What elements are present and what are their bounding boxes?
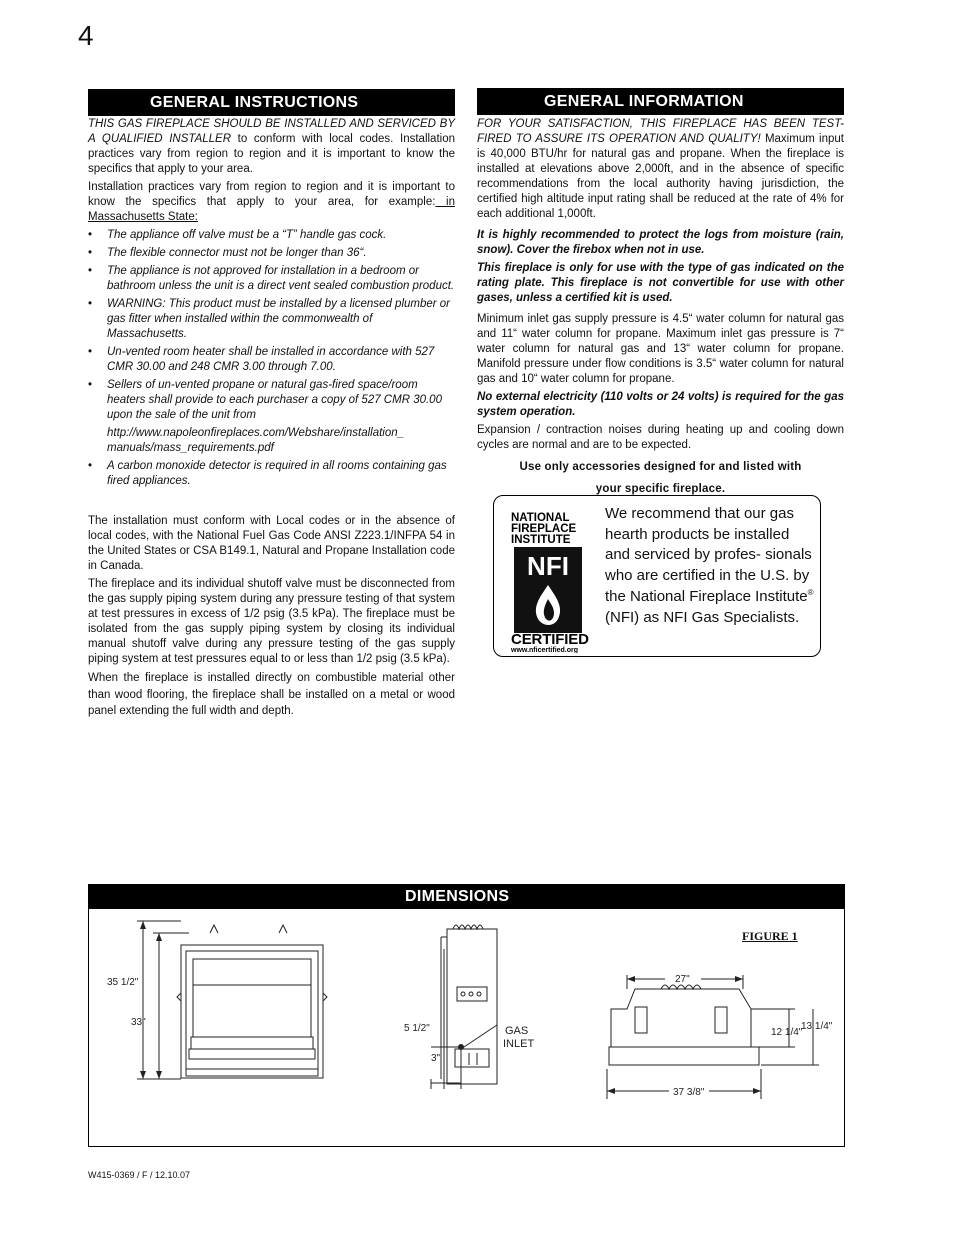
page-number: 4 <box>78 20 94 51</box>
accessories-notice <box>477 456 844 500</box>
massachusetts-requirements-list <box>88 228 455 489</box>
top-depth-outer: 13 1/4" <box>801 1021 833 1032</box>
intro-rest: Maximum input is 40,000 BTU/hr for natural gas and propane. When the fireplace is installed at elevations above 2,000ft, and in the absence of specific recommendations from the local authority having jurisdiction, the certified high altitude input rating shall be reduced at the rate of 4% for each additional 1,000ft. <box>477 133 844 220</box>
logo-certified: CERTIFIED <box>511 631 589 648</box>
general-information-header: GENERAL INFORMATION <box>477 88 844 115</box>
logo-line-3: INSTITUTE <box>511 534 571 546</box>
dimensions-header: DIMENSIONS <box>89 885 844 909</box>
massachusetts-underline: in Massachusetts State: <box>88 196 455 223</box>
accessories-line-2: your specific fireplace. <box>595 483 726 495</box>
nfi-recommendation-box <box>493 495 821 657</box>
information-intro <box>477 117 844 222</box>
side-view-drawing <box>431 925 497 1089</box>
top-depth-inner: 12 1/4" <box>771 1027 803 1038</box>
general-instructions-header: GENERAL INSTRUCTIONS <box>88 89 455 116</box>
front-height-total: 35 1/2" <box>107 977 139 988</box>
logo-badge-text: NFI <box>527 551 569 581</box>
front-height-inner: 33" <box>131 1017 146 1028</box>
gas-inlet-line-2: INLET <box>503 1038 535 1050</box>
front-view-drawing <box>137 921 327 1079</box>
general-information-column <box>477 117 844 500</box>
accessories-line-1: Use only accessories designed for and listed with <box>519 461 802 473</box>
region-text: Installation practices vary from region to region and it is important to know the specifics that apply to your area, for example: <box>88 181 455 208</box>
top-width-back: 27" <box>675 974 690 985</box>
figure-label: FIGURE 1 <box>742 929 798 943</box>
intro-italic: THIS GAS FIREPLACE SHOULD BE INSTALLED AND SERVICED BY A QUALIFIED INSTALLER <box>88 118 455 145</box>
list-item: • Sellers of un-vented propane or natural gas-fired space/room heaters shall provide to each purchaser a copy of 527 CMR 30.00 upon the sale of the unit from <box>88 378 455 423</box>
pressure-paragraph: Minimum inlet gas supply pressure is 4.5“ water column for natural gas and 11“ water column for propane. Maximum inlet gas pressure is 7“ water column for natural gas and 13“ water column for propane. Manifold pressure under flow conditions is 3.5“ water column for natural gas and 10“ water column for propane. <box>477 313 844 385</box>
list-item: • The appliance is not approved for installation in a bedroom or bathroom unless the unit is a direct vent sealed combustion product. <box>88 264 455 294</box>
list-item: • The appliance off valve must be a “T” handle gas cock. <box>88 228 455 243</box>
logo-line-2: FIREPLACE <box>511 523 577 535</box>
list-item: • WARNING: This product must be installed by a licensed plumber or gas fitter when installed within the commonwealth of Massachusetts. <box>88 297 455 342</box>
gas-type-warning: This fireplace is only for use with the type of gas indicated on the rating plate. This fireplace is not convertible for use with other gases, unless a certified kit is used. <box>477 262 844 304</box>
list-item: • Un-vented room heater shall be installed in accordance with 527 CMR 30.00 and 248 CMR 3.00 through 7.00. <box>88 345 455 375</box>
document-code-footer: W415-0369 / F / 12.10.07 <box>88 1170 191 1180</box>
noise-paragraph: Expansion / contraction noises during heating up and cooling down cycles are normal and are to be expected. <box>477 424 844 451</box>
logo-url: www.nficertified.org <box>511 647 579 653</box>
dimensions-drawing <box>89 909 843 1145</box>
intro-rest: to conform with local codes. Installation practices vary from region to region and it is important to know the specifics that apply to your area. <box>88 133 455 175</box>
nfi-text-after: (NFI) as NFI Gas Specialists. <box>605 608 800 626</box>
general-instructions-column <box>88 117 455 723</box>
top-width-front: 37 3/8" <box>673 1087 705 1098</box>
instructions-region-paragraph <box>88 180 455 225</box>
codes-paragraph: The installation must conform with Local codes or in the absence of local codes, with the National Fuel Gas Code ANSI Z223.1/INFPA 54 in the United States or CSA B149.1, Natural and Propane Installation code in Canada. <box>88 515 455 572</box>
list-item: • The flexible connector must not be longer than 36“. <box>88 246 455 261</box>
shutoff-paragraph: The fireplace and its individual shutoff valve must be disconnected from the gas supply piping system during any pressure testing of that system at test pressures in excess of 1/2 psig (3.5 kPa). The fireplace must be isolated from the gas supply piping system by closing its individual manual shutoff valve during any pressure testing of the gas supply piping system at test pressures equal to or less than 1/2 psig (3.5 kPa). <box>88 578 455 665</box>
list-item: • A carbon monoxide detector is required in all rooms containing gas fired appliances. <box>88 459 455 489</box>
registered-mark: ® <box>807 587 814 597</box>
gas-inlet-line-1: GAS <box>505 1025 529 1037</box>
intro-italic: FOR YOUR SATISFACTION, THIS FIREPLACE HAS BEEN TEST-FIRED TO ASSURE ITS OPERATION AND QUALITY! <box>477 118 844 145</box>
nfi-recommendation-text <box>605 504 817 628</box>
combustible-paragraph: When the fireplace is installed directly on combustible material other than wood flooring, the fireplace shall be installed on a metal or wood panel extending the full width and depth. <box>88 672 455 717</box>
nfi-certified-logo <box>510 503 594 653</box>
side-bottom: 3" <box>431 1053 441 1064</box>
instructions-intro <box>88 117 455 177</box>
moisture-warning: It is highly recommended to protect the logs from moisture (rain, snow). Cover the firebox when not in use. <box>477 229 844 256</box>
nfi-text-before: We recommend that our gas hearth products be installed and serviced by profes- sionals who are certified in the U.S. by the National Fireplace Institute <box>605 505 812 605</box>
requirements-url: http://www.napoleonfireplaces.com/Webshare/installation_ manuals/mass_requirements.pdf <box>107 427 405 454</box>
logo-line-1: NATIONAL <box>511 512 570 524</box>
electricity-note: No external electricity (110 volts or 24 volts) is required for the gas system operation. <box>477 391 844 418</box>
side-depth: 5 1/2" <box>404 1023 430 1034</box>
dimensions-section <box>88 884 845 1147</box>
